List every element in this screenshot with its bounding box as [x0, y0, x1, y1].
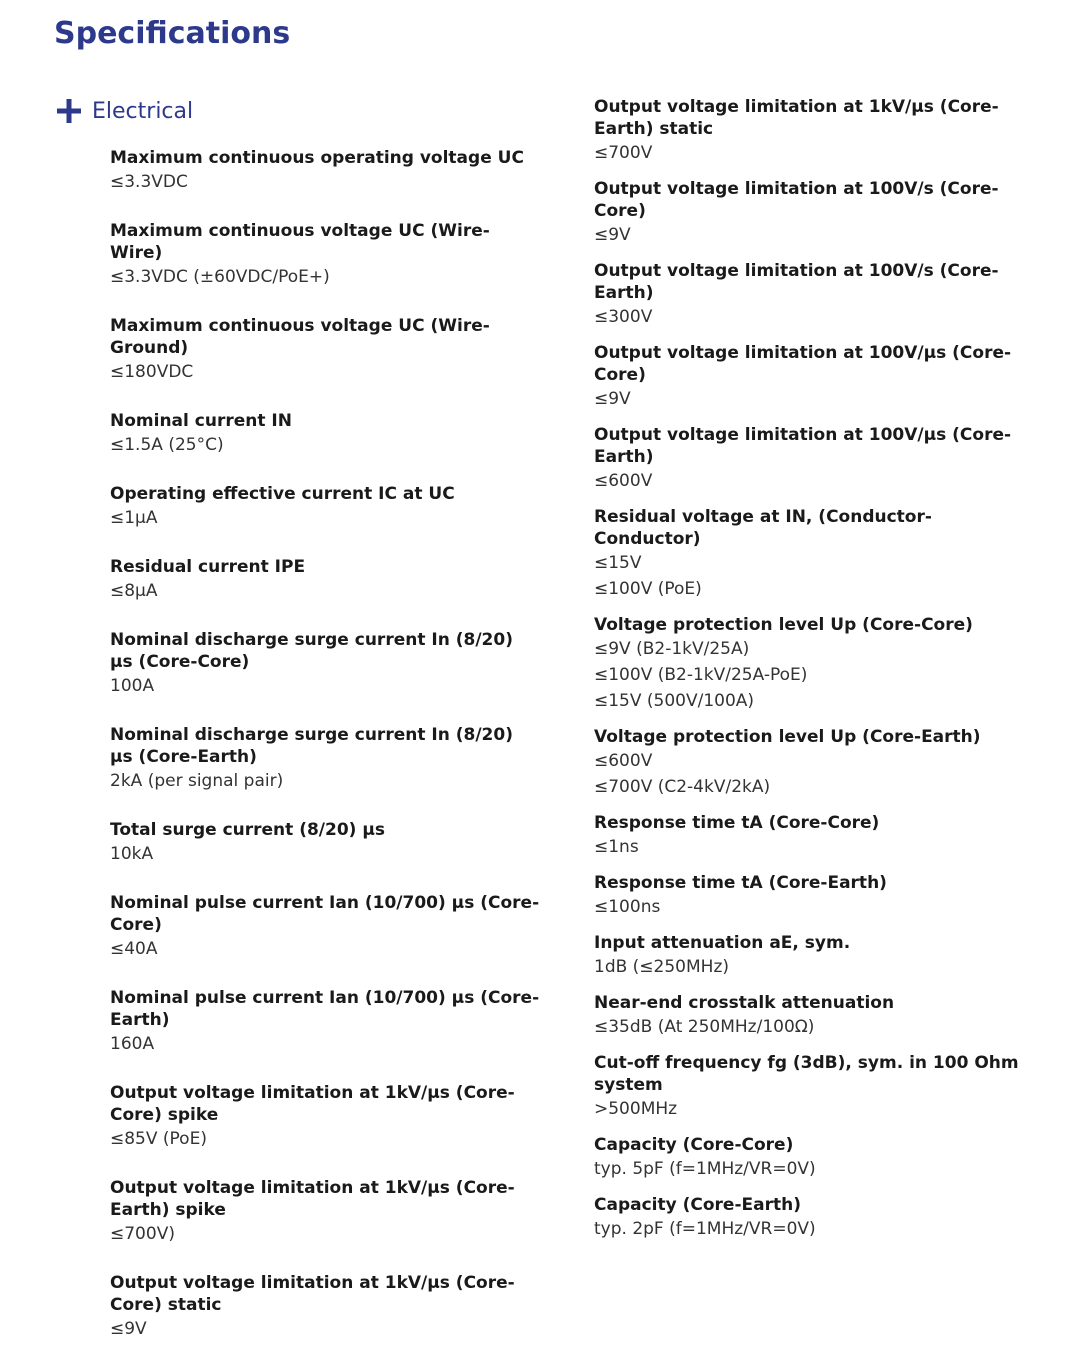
spec-name: Nominal discharge surge current In (8/20) μs (Core-Core) — [110, 630, 513, 672]
spec-value: ≤35dB (At 250MHz/100Ω) — [594, 1017, 815, 1037]
spec-name: Output voltage limitation at 1kV/μs (Core-Core) static — [110, 1273, 515, 1315]
spec-value: ≤15V (500V/100A) — [594, 691, 755, 711]
spec-name: Capacity (Core-Core) — [594, 1135, 794, 1155]
spec-value: ≤9V — [110, 1319, 147, 1339]
spec-value: ≤100ns — [594, 897, 661, 917]
spec-item — [594, 342, 1034, 412]
spec-name: Output voltage limitation at 100V/s (Core-Earth) — [594, 261, 999, 303]
spec-value: ≤100V (B2-1kV/25A-PoE) — [594, 665, 808, 685]
spec-list-right — [594, 96, 1034, 1254]
spec-name: Output voltage limitation at 1kV/μs (Core-Earth) spike — [110, 1178, 515, 1220]
spec-item — [110, 987, 540, 1057]
spec-name: Cut-off frequency fg (3dB), sym. in 100 Ohm system — [594, 1053, 1019, 1095]
spec-list-left — [110, 147, 540, 1367]
spec-name: Voltage protection level Up (Core-Core) — [594, 615, 973, 635]
spec-name: Voltage protection level Up (Core-Earth) — [594, 727, 981, 747]
spec-value: ≤700V) — [110, 1224, 175, 1244]
spec-item — [594, 1194, 1034, 1242]
spec-item — [110, 483, 540, 531]
spec-value: 1dB (≤250MHz) — [594, 957, 730, 977]
spec-name: Output voltage limitation at 100V/μs (Core-Earth) — [594, 425, 1012, 467]
spec-value: 10kA — [110, 844, 154, 864]
spec-item — [594, 614, 1034, 714]
spec-item — [594, 424, 1034, 494]
spec-item — [110, 724, 540, 794]
spec-item — [110, 315, 540, 385]
spec-value: ≤700V — [594, 143, 653, 163]
spec-item — [110, 147, 540, 195]
spec-item — [110, 410, 540, 458]
spec-value: ≤8μA — [110, 581, 158, 601]
spec-name: Operating effective current IC at UC — [110, 484, 455, 504]
spec-name: Response time tA (Core-Core) — [594, 813, 880, 833]
spec-item — [594, 812, 1034, 860]
spec-value: ≤3.3VDC — [110, 172, 188, 192]
spec-item — [594, 260, 1034, 330]
spec-name: Nominal pulse current Ian (10/700) μs (Core-Earth) — [110, 988, 540, 1030]
spec-item — [110, 1272, 540, 1342]
spec-value: 100A — [110, 676, 155, 696]
spec-name: Maximum continuous voltage UC (Wire-Ground) — [110, 316, 490, 358]
spec-item — [594, 872, 1034, 920]
spec-name: Residual current IPE — [110, 557, 306, 577]
spec-item — [110, 556, 540, 604]
spec-item — [594, 992, 1034, 1040]
spec-item — [594, 96, 1034, 166]
spec-name: Output voltage limitation at 100V/μs (Core-Core) — [594, 343, 1012, 385]
spec-value: ≤9V — [594, 225, 631, 245]
spec-item — [110, 1177, 540, 1247]
spec-item — [110, 629, 540, 699]
spec-item — [594, 726, 1034, 800]
spec-value: ≤600V — [594, 751, 653, 771]
spec-name: Nominal pulse current Ian (10/700) μs (Core-Core) — [110, 893, 540, 935]
spec-value: ≤700V (C2-4kV/2kA) — [594, 777, 771, 797]
spec-item — [594, 1134, 1034, 1182]
spec-name: Output voltage limitation at 100V/s (Core-Core) — [594, 179, 999, 221]
spec-value: ≤600V — [594, 471, 653, 491]
spec-name: Nominal current IN — [110, 411, 292, 431]
spec-value: ≤40A — [110, 939, 158, 959]
spec-item — [110, 819, 540, 867]
spec-name: Total surge current (8/20) μs — [110, 820, 385, 840]
spec-item — [594, 932, 1034, 980]
spec-name: Nominal discharge surge current In (8/20) μs (Core-Earth) — [110, 725, 513, 767]
spec-value: ≤9V — [594, 389, 631, 409]
spec-value: typ. 2pF (f=1MHz/VR=0V) — [594, 1219, 816, 1239]
spec-value: typ. 5pF (f=1MHz/VR=0V) — [594, 1159, 816, 1179]
spec-item — [110, 1082, 540, 1152]
spec-name: Response time tA (Core-Earth) — [594, 873, 887, 893]
spec-item — [594, 506, 1034, 602]
spec-value: ≤1ns — [594, 837, 639, 857]
plus-icon — [56, 98, 82, 124]
spec-name: Maximum continuous voltage UC (Wire-Wire) — [110, 221, 490, 263]
spec-value: ≤15V — [594, 553, 642, 573]
spec-value: >500MHz — [594, 1099, 678, 1119]
spec-value: ≤85V (PoE) — [110, 1129, 207, 1149]
spec-value: 2kA (per signal pair) — [110, 771, 284, 791]
spec-value: 160A — [110, 1034, 155, 1054]
spec-value: ≤9V (B2-1kV/25A) — [594, 639, 750, 659]
spec-item — [110, 892, 540, 962]
spec-name: Capacity (Core-Earth) — [594, 1195, 801, 1215]
spec-name: Output voltage limitation at 1kV/μs (Core-Core) spike — [110, 1083, 515, 1125]
spec-value: ≤300V — [594, 307, 653, 327]
spec-value: ≤100V (PoE) — [594, 579, 702, 599]
spec-name: Maximum continuous operating voltage UC — [110, 148, 524, 168]
spec-item — [594, 178, 1034, 248]
spec-item — [110, 220, 540, 290]
spec-name: Input attenuation aE, sym. — [594, 933, 851, 953]
section-label: Electrical — [92, 98, 194, 124]
spec-name: Near-end crosstalk attenuation — [594, 993, 895, 1013]
spec-item — [594, 1052, 1034, 1122]
spec-value: ≤3.3VDC (±60VDC/PoE+) — [110, 267, 330, 287]
page-title: Specifications — [54, 16, 291, 51]
spec-value: ≤1μA — [110, 508, 158, 528]
electrical-section-toggle[interactable] — [56, 98, 193, 124]
spec-name: Output voltage limitation at 1kV/μs (Core-Earth) static — [594, 97, 999, 139]
spec-name: Residual voltage at IN, (Conductor-Conductor) — [594, 507, 932, 549]
spec-value: ≤1.5A (25°C) — [110, 435, 224, 455]
spec-value: ≤180VDC — [110, 362, 194, 382]
